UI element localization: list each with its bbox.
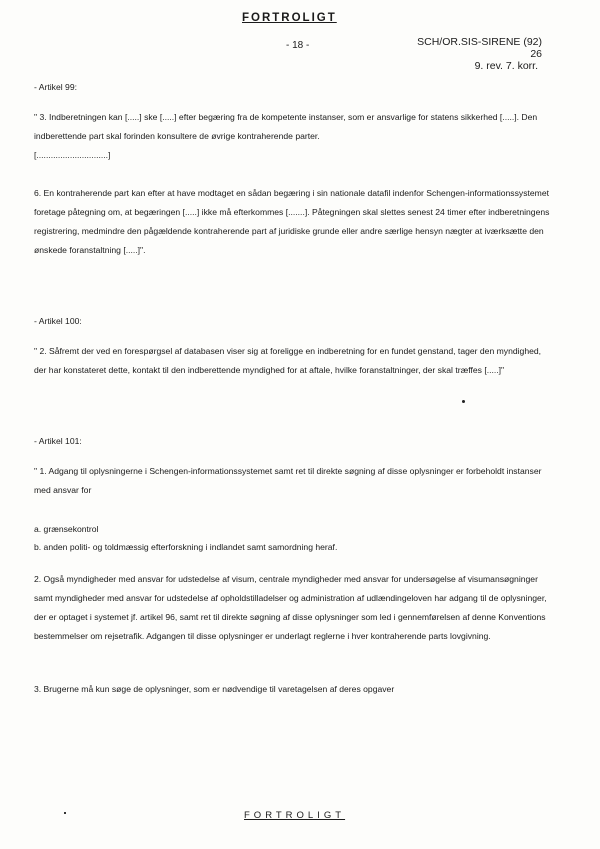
art99-paragraph-6: 6. En kontraherende part kan efter at have modtaget en sådan begæring i sin nationale datafil indenfor Schengen-informationssystemet foretage påtegning om, at begæringen [.....] ikke må efterkommes [.......]. Påtegningen skal slettes senest 24 timer efter indberetningens registrering, medmindre den pågældende kontraherende part af juridiske grunde eller andre særlige hensyn nægter at iværksætte den ønskede foranstaltning [.....]".: [34, 188, 550, 255]
scan-mark: [64, 812, 66, 814]
art99-paragraph-3: " 3. Indberetningen kan [.....] ske [.....] efter begæring fra de kompetente instanser, som er ansvarlige for statens sikkerhed [.....]. Den indberettende part skal forinden konsultere de øvrige kontraherende parter.: [34, 112, 538, 141]
reference-line-1: SCH/OR.SIS-SIRENE (92) 26: [417, 36, 542, 60]
art100-paragraph-2: " 2. Såfremt der ved en forespørgsel af databasen viser sig at foreligge en indberetning for en fundet genstand, tager den myndighed, der har konstateret dette, kontakt til den indberettende myndighed for at aftale, hvilke foranstaltninger, der skal træffes [.....]": [34, 346, 542, 375]
art101-heading: - Artikel 101:: [34, 436, 82, 446]
scan-speck: [462, 400, 465, 403]
art100-heading: - Artikel 100:: [34, 316, 82, 326]
page-number: - 18 -: [286, 40, 310, 51]
header-classification: FORTROLIGT: [242, 12, 337, 24]
art101-item-b: b. anden politi- og toldmæssig efterforskning i indlandet samt samordning heraf.: [34, 542, 338, 552]
document-reference: [404, 36, 542, 72]
art101-item-a: a. grænsekontrol: [34, 524, 99, 534]
art101-paragraph-3: 3. Brugerne må kun søge de oplysninger, som er nødvendige til varetagelsen af deres opgaver: [34, 684, 395, 694]
art99-ellipsis: [..............................]: [34, 150, 111, 160]
art101-paragraph-1: " 1. Adgang til oplysningerne i Schengen-informationssystemet samt ret til direkte søgning af disse oplysninger er forbeholdt instanser med ansvar for: [34, 466, 542, 495]
reference-line-2: 9. rev. 7. korr.: [474, 60, 538, 72]
footer-classification: FORTROLIGT: [244, 810, 346, 821]
art101-paragraph-2: 2. Også myndigheder med ansvar for udstedelse af visum, centrale myndigheder med ansvar for undersøgelse af visumansøgninger samt myndigheder med ansvar for udstedelse af opholdstilladelser og administration af udlændingeloven har adgang til de oplysninger, der er optaget i systemet jf. artikel 96, samt ret til direkte søgning af disse oplysninger som led i gennemførelsen af denne Konventions bestemmelser om rejsetrafik. Adgangen til disse oplysninger er underlagt reglerne i hver kontraherende parts lovgivning.: [34, 574, 547, 641]
art99-heading: - Artikel 99:: [34, 82, 77, 92]
